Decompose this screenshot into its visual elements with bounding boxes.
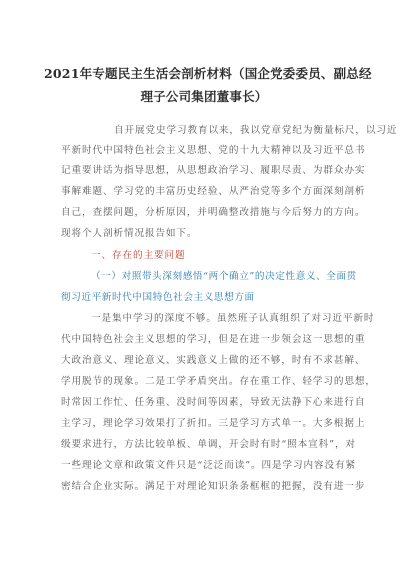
intro-line: 平新时代中国特色社会主义思想、党的十九大精神以及习近平总书 [61,145,366,156]
subheading-line-2: 彻习近平新时代中国特色社会主义思想方面 [61,292,255,303]
body-line: 密结合企业实际。满足于对理论知识条条框框的把握，没有进一步 [61,481,366,492]
section-heading: 一、存在的主要问题 [91,250,186,261]
intro-line: 记重要讲话为指导思想，从思想政治学习、履职尽责、为群众办实 [61,165,366,176]
body-line: 一些理论文章和政策文件只是“泛泛而读”。四是学习内容没有紧 [61,460,356,471]
document-title-line-1: 2021年专题民主生活会剖析材料（国企党委委员、副总经 [44,66,372,81]
body-line: 一是集中学习的深度不够。虽然班子认真组织了对习近平新时 [91,313,375,324]
subheading-line-1: （一）对照带头深刻感悟“两个确立”的决定性意义、全面贯 [91,271,357,282]
intro-line: 自开展党史学习教育以来，我以党章党纪为衡量标尺，以习近 [114,125,398,136]
body-line: 主学习，理论学习效果打了折扣。三是学习方式单一。大多根据上 [61,418,366,429]
document-title-line-2: 理子公司集团董事长） [140,89,268,104]
intro-line: 事解难题、学习党的丰富历史经验、从严治党等多个方面深刻剖析 [61,186,366,197]
body-line: 级要求进行，方法比较单板、单调，开会时有时“照本宣科”，对 [61,439,356,450]
body-line: 时常因工作忙、任务重、没时间等因素，导致无法静下心来进行自 [61,397,366,408]
body-line: 学用脱节的现象。二是工学矛盾突出。存在重工作、轻学习的思想， [61,376,376,387]
body-line: 大政治意义、理论意义、实践意义上做的还不够，时有不求甚解、 [61,355,366,366]
body-line: 代中国特色社会主义思想的学习，但是在进一步领会这一思想的重 [61,334,366,345]
intro-line: 现将个人剖析情况报告如下。 [61,228,198,239]
intro-line: 自己，查摆问题，分析原因，并明确整改措施与今后努力的方向。 [61,207,366,218]
